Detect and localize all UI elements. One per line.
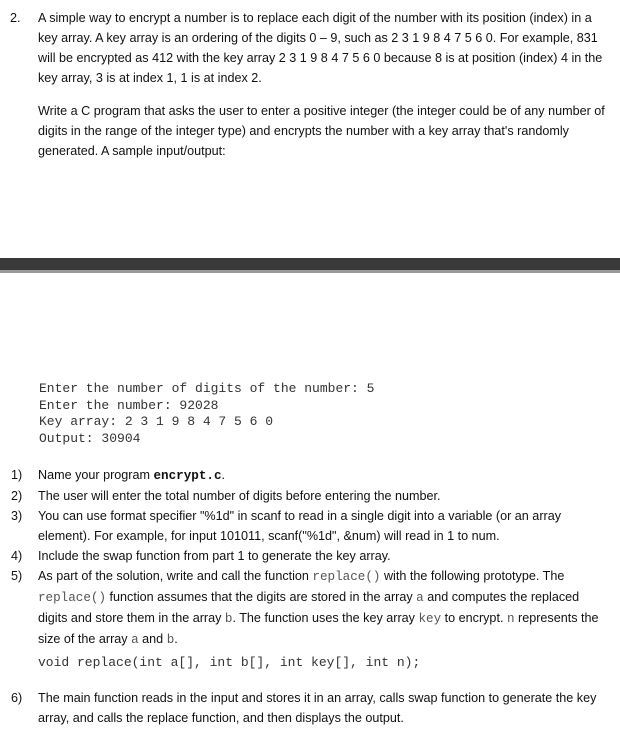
- requirement-number: 4): [11, 549, 23, 563]
- requirement-text: to encrypt.: [441, 611, 507, 625]
- requirement-text: .: [221, 468, 226, 482]
- inline-code: replace(): [312, 570, 381, 584]
- requirement-item: [0, 465, 610, 486]
- sample-io-line: Key array: 2 3 1 9 8 4 7 5 6 0: [39, 414, 274, 430]
- requirement-number: 2): [11, 489, 23, 503]
- inline-code: a: [131, 633, 139, 647]
- requirement-item: [0, 486, 610, 506]
- requirement-text: with the following prototype. The: [380, 569, 565, 583]
- requirement-number: 1): [11, 468, 23, 482]
- requirement-number: 6): [11, 691, 23, 705]
- sample-io-block: [39, 381, 374, 447]
- inline-code: replace(): [38, 591, 107, 605]
- question-number: 2.: [10, 11, 21, 25]
- requirement-item: [0, 566, 610, 650]
- sample-io-line: Enter the number of digits of the number: 5: [39, 381, 375, 396]
- sample-io-line: Enter the number: 92028: [39, 397, 219, 413]
- requirement-text: function assumes that the digits are stored in the array: [106, 590, 417, 604]
- inline-code: a: [416, 591, 424, 605]
- program-filename: encrypt.c: [153, 469, 222, 483]
- requirement-item: [0, 506, 610, 546]
- requirement-text: The main function reads in the input and stores it in an array, calls swap function to generate the key array, and calls the replace function, and then displays the output.: [38, 691, 597, 725]
- inline-code: n: [506, 612, 515, 626]
- requirement-text: and computes the replaced digits and store them in the array: [38, 590, 580, 625]
- inline-code: key: [418, 612, 442, 626]
- requirement-number: 3): [11, 509, 23, 523]
- sample-io-line: Output: 30904: [39, 430, 141, 446]
- inline-code: b: [166, 633, 175, 647]
- requirement-text: Name your program: [38, 468, 154, 482]
- requirement-text: and: [138, 632, 167, 646]
- requirement-text: Include the swap function from part 1 to generate the key array.: [38, 549, 391, 563]
- requirement-number: 5): [11, 569, 23, 583]
- requirement-text: .: [174, 632, 178, 646]
- question-task-paragraph: Write a C program that asks the user to enter a positive integer (the integer could be of any number of digits in the range of the integer type) and encrypts the number with a key array that's randomly generated. A sample input/output:: [38, 104, 605, 158]
- requirement-text: You can use format specifier "%1d" in scanf to read in a single digit into a variable (or an array element). For example, for input 101011, scanf("%1d", &num) will read in 1 to num.: [38, 509, 562, 543]
- section-divider: [0, 258, 620, 270]
- question-intro-paragraph: A simple way to encrypt a number is to replace each digit of the number with its position (index) in a key array. A key array is an ordering of the digits 0 – 9, such as 2 3 1 9 8 4 7 5 6 0. For example, 831 will be encrypted as 412 with the key array 2 3 1 9 8 4 7 5 6 0 because 8 is at position (index) 4 in the key array, 3 is at index 1, 1 is at index 2.: [38, 11, 603, 85]
- function-prototype: void replace(int a[], int b[], int key[], int n);: [38, 655, 421, 670]
- requirement-text: The user will enter the total number of digits before entering the number.: [38, 489, 441, 503]
- requirements-list: [0, 465, 620, 650]
- requirement-text: represents the size of the array: [38, 611, 599, 646]
- requirement-text: As part of the solution, write and call the function: [38, 569, 313, 583]
- inline-code: b: [224, 612, 233, 626]
- requirement-item: [0, 546, 610, 566]
- requirement-text: . The function uses the key array: [232, 611, 419, 625]
